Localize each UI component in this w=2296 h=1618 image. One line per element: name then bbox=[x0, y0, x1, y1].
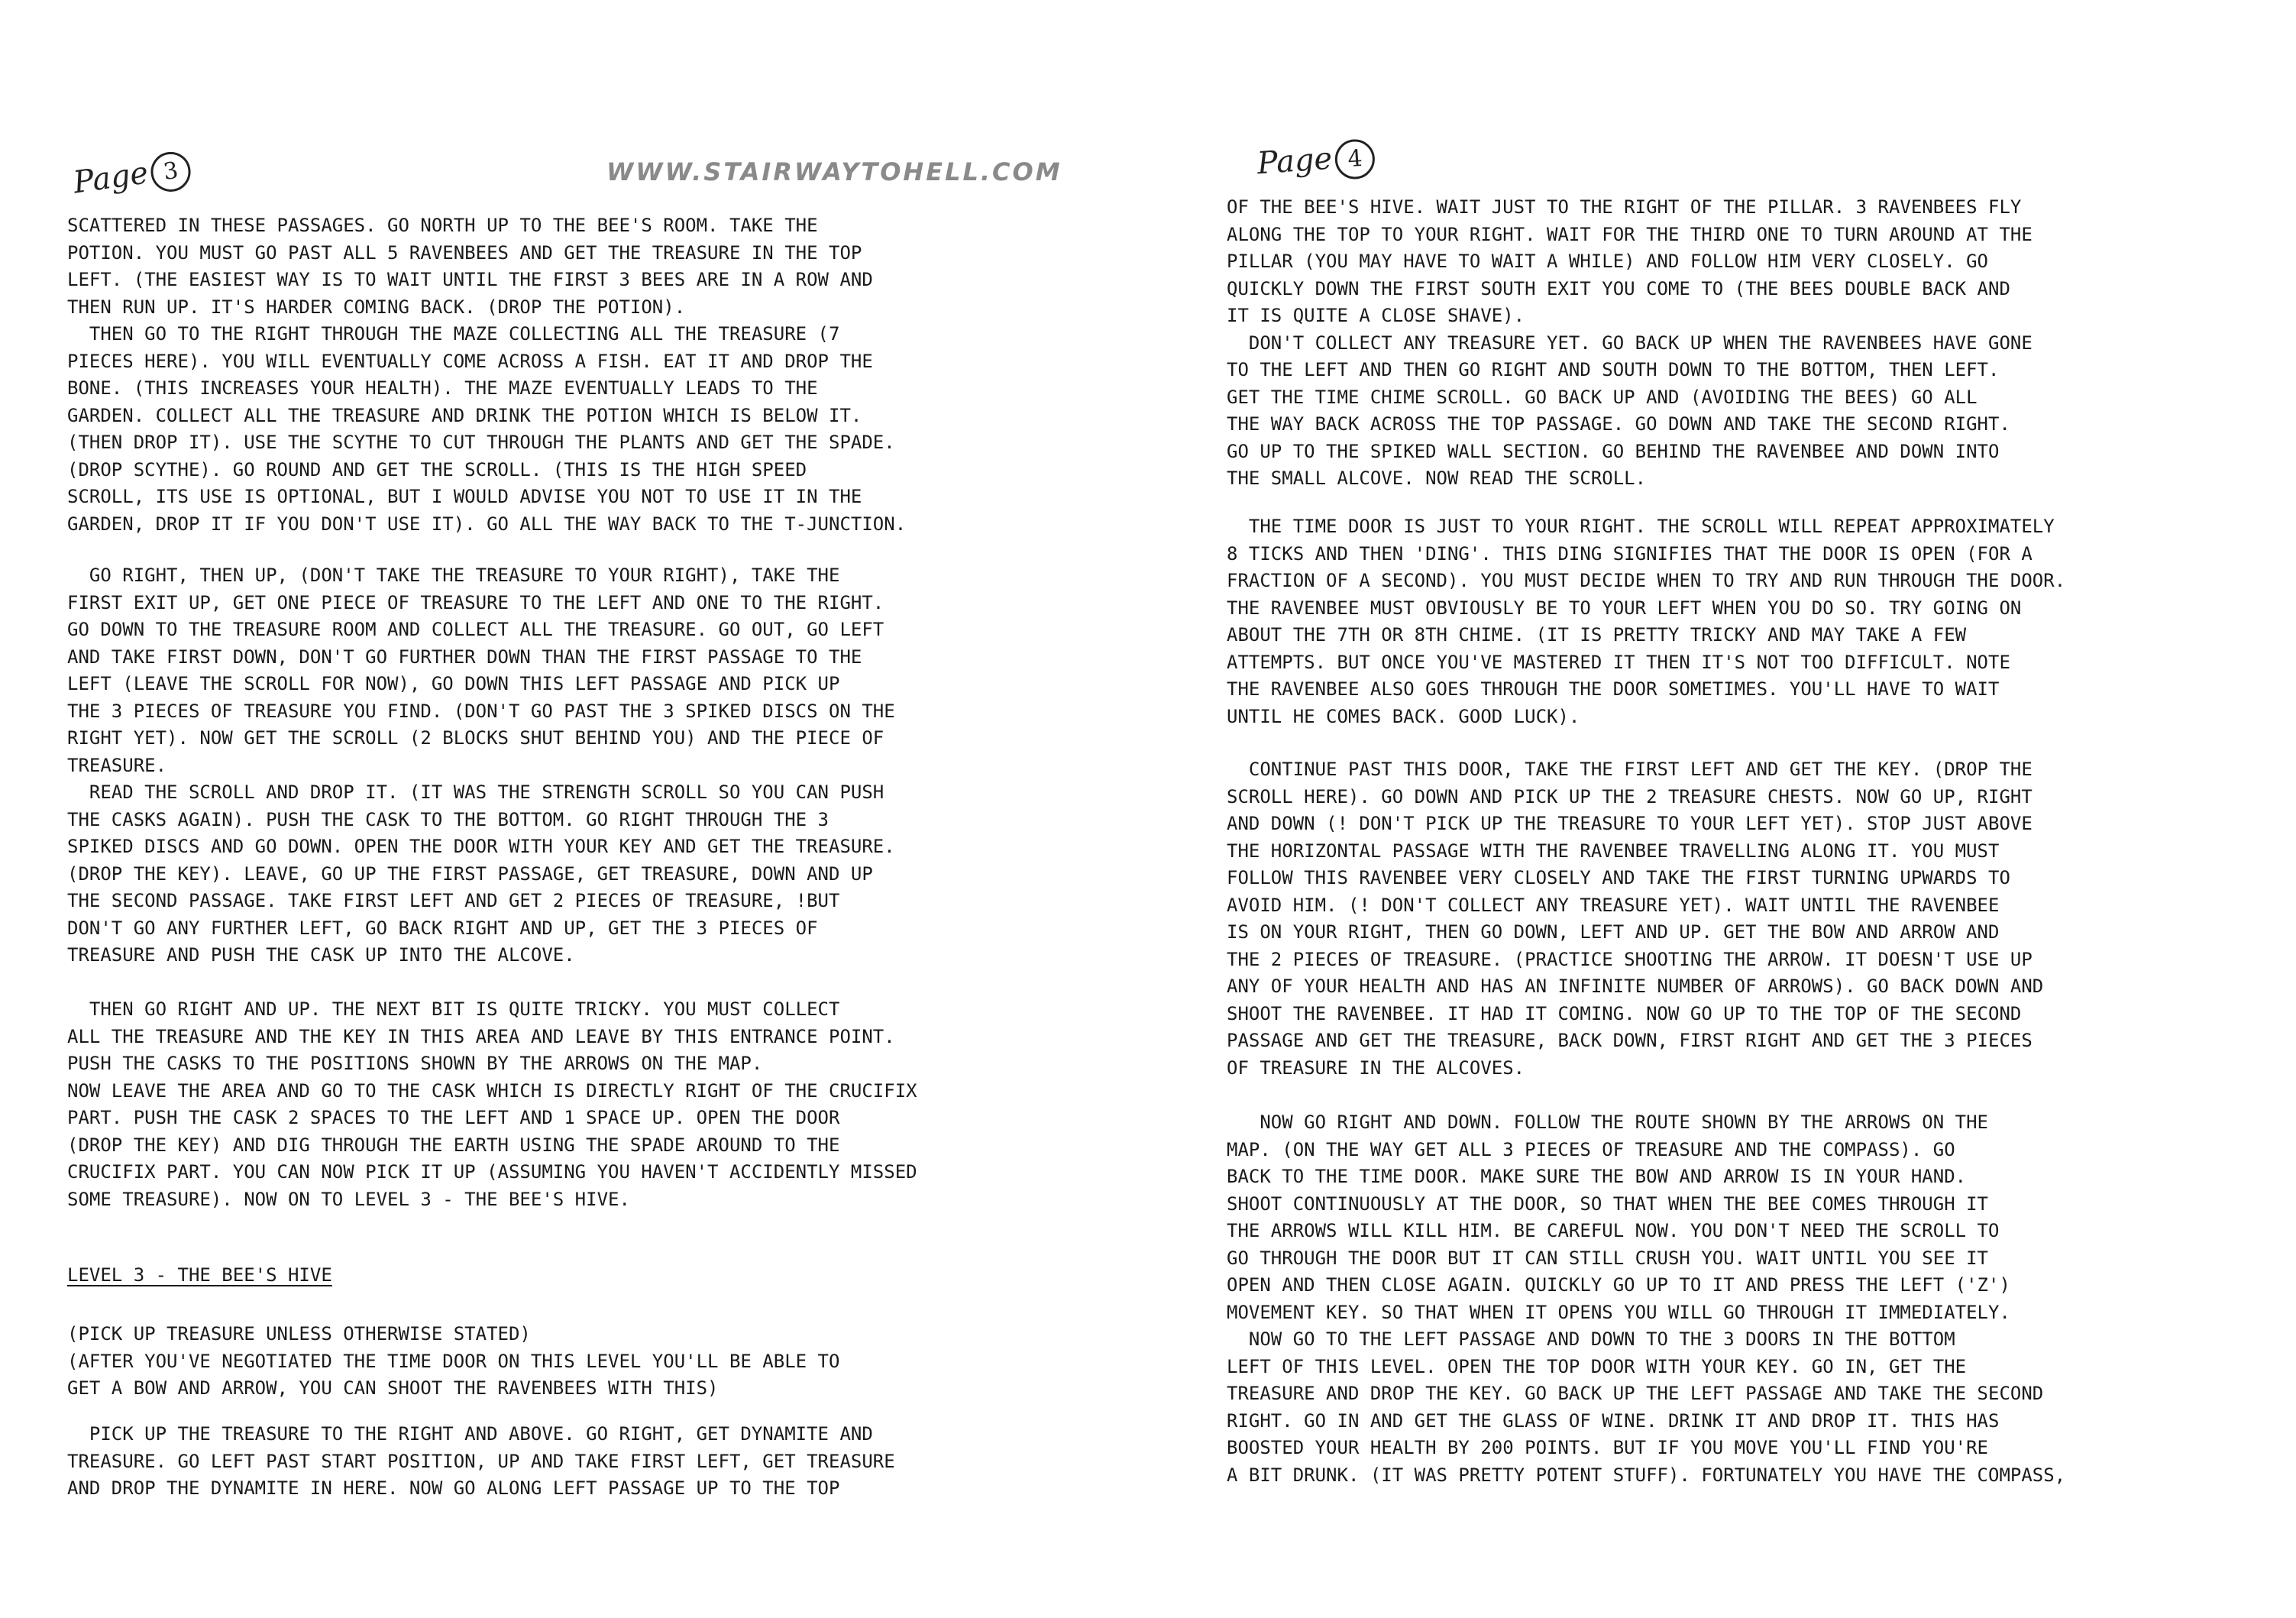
level-heading bbox=[67, 1262, 332, 1290]
text-line: SHOOT CONTINUOUSLY AT THE DOOR, SO THAT WHEN THE BEE COMES THROUGH IT bbox=[1227, 1192, 1988, 1215]
text-line: POTION. YOU MUST GO PAST ALL 5 RAVENBEES AND GET THE TREASURE IN THE TOP bbox=[67, 241, 862, 264]
paragraph-block bbox=[67, 996, 917, 1213]
text-line: (AFTER YOU'VE NEGOTIATED THE TIME DOOR ON THIS LEVEL YOU'LL BE ABLE TO bbox=[67, 1350, 840, 1372]
text-line: MOVEMENT KEY. SO THAT WHEN IT OPENS YOU WILL GO THROUGH IT IMMEDIATELY. bbox=[1227, 1301, 2010, 1323]
text-line: THE RAVENBEE ALSO GOES THROUGH THE DOOR SOMETIMES. YOU'LL HAVE TO WAIT bbox=[1227, 678, 2000, 700]
text-line: GET A BOW AND ARROW, YOU CAN SHOOT THE RAVENBEES WITH THIS) bbox=[67, 1377, 719, 1399]
text-line: PART. PUSH THE CASK 2 SPACES TO THE LEFT AND 1 SPACE UP. OPEN THE DOOR bbox=[67, 1107, 840, 1128]
text-line: PUSH THE CASKS TO THE POSITIONS SHOWN BY THE ARROWS ON THE MAP. bbox=[67, 1053, 763, 1074]
text-line: PASSAGE AND GET THE TREASURE, BACK DOWN, FIRST RIGHT AND GET THE 3 PIECES bbox=[1227, 1030, 2032, 1051]
text-line: THEN RUN UP. IT'S HARDER COMING BACK. (DROP THE POTION). bbox=[67, 296, 686, 318]
text-line: THE SECOND PASSAGE. TAKE FIRST LEFT AND GET 2 PIECES OF TREASURE, !BUT bbox=[67, 890, 840, 911]
text-line: NOW LEAVE THE AREA AND GO TO THE CASK WHICH IS DIRECTLY RIGHT OF THE CRUCIFIX bbox=[67, 1079, 917, 1102]
text-line: NOW GO TO THE LEFT PASSAGE AND DOWN TO THE 3 DOORS IN THE BOTTOM bbox=[1227, 1328, 1955, 1350]
handwritten-page-number bbox=[1256, 138, 1376, 186]
text-line: LEFT (LEAVE THE SCROLL FOR NOW), GO DOWN THIS LEFT PASSAGE AND PICK UP bbox=[67, 673, 840, 694]
text-line: BOOSTED YOUR HEALTH BY 200 POINTS. BUT IF YOU MOVE YOU'LL FIND YOU'RE bbox=[1227, 1437, 1988, 1458]
text-line: GARDEN, DROP IT IF YOU DON'T USE IT). GO ALL THE WAY BACK TO THE T-JUNCTION. bbox=[67, 513, 907, 535]
text-line: (DROP SCYTHE). GO ROUND AND GET THE SCROLL. (THIS IS THE HIGH SPEED bbox=[67, 458, 807, 481]
text-line: DON'T GO ANY FURTHER LEFT, GO BACK RIGHT AND UP, GET THE 3 PIECES OF bbox=[67, 917, 818, 939]
text-line: GO DOWN TO THE TREASURE ROOM AND COLLECT ALL THE TREASURE. GO OUT, GO LEFT bbox=[67, 619, 884, 640]
text-line: SHOOT THE RAVENBEE. IT HAD IT COMING. NOW GO UP TO THE TOP OF THE SECOND bbox=[1227, 1002, 2022, 1024]
text-line: UNTIL HE COMES BACK. GOOD LUCK). bbox=[1227, 705, 1580, 727]
page-number-circle: 4 bbox=[1334, 138, 1376, 181]
text-line: TO THE LEFT AND THEN GO RIGHT AND SOUTH DOWN TO THE BOTTOM, THEN LEFT. bbox=[1227, 359, 2000, 380]
text-line: TREASURE. GO LEFT PAST START POSITION, UP AND TAKE FIRST LEFT, GET TREASURE bbox=[67, 1450, 895, 1472]
handwritten-page-number bbox=[71, 150, 193, 205]
text-line: THE CASKS AGAIN). PUSH THE CASK TO THE BOTTOM. GO RIGHT THROUGH THE 3 bbox=[67, 808, 829, 830]
paragraph-block bbox=[67, 212, 906, 538]
page-number-circle: 3 bbox=[148, 150, 193, 195]
paragraph-block bbox=[67, 1321, 839, 1403]
text-line: SCROLL, ITS USE IS OPTIONAL, BUT I WOULD ADVISE YOU NOT TO USE IT IN THE bbox=[67, 486, 862, 507]
page-number-label: Page bbox=[71, 155, 150, 201]
text-line: SCROLL HERE). GO DOWN AND PICK UP THE 2 TREASURE CHESTS. NOW GO UP, RIGHT bbox=[1227, 785, 2032, 807]
text-line: PICK UP THE TREASURE TO THE RIGHT AND ABOVE. GO RIGHT, GET DYNAMITE AND bbox=[67, 1423, 873, 1445]
paragraph-block bbox=[67, 562, 895, 969]
text-line: ATTEMPTS. BUT ONCE YOU'VE MASTERED IT THEN IT'S NOT TOO DIFFICULT. NOTE bbox=[1227, 651, 2010, 673]
text-line: PIECES HERE). YOU WILL EVENTUALLY COME ACROSS A FISH. EAT IT AND DROP THE bbox=[67, 350, 873, 372]
text-line: ABOUT THE 7TH OR 8TH CHIME. (IT IS PRETTY TRICKY AND MAY TAKE A FEW bbox=[1227, 624, 1967, 646]
text-line: MAP. (ON THE WAY GET ALL 3 PIECES OF TREASURE AND THE COMPASS). GO bbox=[1227, 1138, 1955, 1160]
text-line: ALONG THE TOP TO YOUR RIGHT. WAIT FOR THE THIRD ONE TO TURN AROUND AT THE bbox=[1227, 223, 2032, 245]
text-line: GO THROUGH THE DOOR BUT IT CAN STILL CRUSH YOU. WAIT UNTIL YOU SEE IT bbox=[1227, 1247, 1988, 1269]
text-line: CONTINUE PAST THIS DOOR, TAKE THE FIRST LEFT AND GET THE KEY. (DROP THE bbox=[1227, 759, 2032, 780]
text-line: DON'T COLLECT ANY TREASURE YET. GO BACK UP WHEN THE RAVENBEES HAVE GONE bbox=[1227, 332, 2032, 354]
text-line: TREASURE AND PUSH THE CASK UP INTO THE ALCOVE. bbox=[67, 944, 575, 966]
text-line: TREASURE. bbox=[67, 754, 167, 776]
text-line: THE ARROWS WILL KILL HIM. BE CAREFUL NOW. YOU DON'T NEED THE SCROLL TO bbox=[1227, 1220, 2000, 1241]
website-watermark: WWW.STAIRWAYTOHELL.COM bbox=[606, 157, 1062, 186]
text-line: FRACTION OF A SECOND). YOU MUST DECIDE WHEN TO TRY AND RUN THROUGH THE DOOR. bbox=[1227, 570, 2066, 591]
paragraph-block bbox=[1227, 756, 2043, 1082]
text-line: SCATTERED IN THESE PASSAGES. GO NORTH UP TO THE BEE'S ROOM. TAKE THE bbox=[67, 215, 818, 236]
text-line: THE WAY BACK ACROSS THE TOP PASSAGE. GO DOWN AND TAKE THE SECOND RIGHT. bbox=[1227, 413, 2010, 435]
text-line: THEN GO RIGHT AND UP. THE NEXT BIT IS QUITE TRICKY. YOU MUST COLLECT bbox=[67, 998, 840, 1020]
text-line: PILLAR (YOU MAY HAVE TO WAIT A WHILE) AND FOLLOW HIM VERY CLOSELY. GO bbox=[1227, 251, 1988, 272]
page-number-label: Page bbox=[1256, 141, 1334, 182]
text-line: A BIT DRUNK. (IT WAS PRETTY POTENT STUFF). FORTUNATELY YOU HAVE THE COMPASS, bbox=[1227, 1464, 2066, 1486]
text-line: (DROP THE KEY) AND DIG THROUGH THE EARTH USING THE SPADE AROUND TO THE bbox=[67, 1134, 840, 1156]
text-line: FIRST EXIT UP, GET ONE PIECE OF TREASURE TO THE LEFT AND ONE TO THE RIGHT. bbox=[67, 591, 884, 613]
text-line: THE 3 PIECES OF TREASURE YOU FIND. (DON'T GO PAST THE 3 SPIKED DISCS ON THE bbox=[67, 700, 895, 722]
text-line: 8 TICKS AND THEN 'DING'. THIS DING SIGNIFIES THAT THE DOOR IS OPEN (FOR A bbox=[1227, 542, 2032, 565]
text-line: GET THE TIME CHIME SCROLL. GO BACK UP AND (AVOIDING THE BEES) GO ALL bbox=[1227, 386, 1977, 408]
text-line: THE TIME DOOR IS JUST TO YOUR RIGHT. THE SCROLL WILL REPEAT APPROXIMATELY bbox=[1227, 516, 2055, 537]
text-line: LEFT. (THE EASIEST WAY IS TO WAIT UNTIL THE FIRST 3 BEES ARE IN A ROW AND bbox=[67, 269, 873, 290]
text-line: IT IS QUITE A CLOSE SHAVE). bbox=[1227, 305, 1525, 326]
text-line: THE 2 PIECES OF TREASURE. (PRACTICE SHOOTING THE ARROW. IT DOESN'T USE UP bbox=[1227, 948, 2032, 970]
text-line: (THEN DROP IT). USE THE SCYTHE TO CUT THROUGH THE PLANTS AND GET THE SPADE. bbox=[67, 432, 895, 453]
text-line: AND TAKE FIRST DOWN, DON'T GO FURTHER DOWN THAN THE FIRST PASSAGE TO THE bbox=[67, 646, 862, 668]
text-line: SPIKED DISCS AND GO DOWN. OPEN THE DOOR WITH YOUR KEY AND GET THE TREASURE. bbox=[67, 836, 895, 857]
page-3 bbox=[67, 0, 1137, 1618]
text-line: GO RIGHT, THEN UP, (DON'T TAKE THE TREASURE TO YOUR RIGHT), TAKE THE bbox=[67, 565, 840, 586]
text-line: CRUCIFIX PART. YOU CAN NOW PICK IT UP (ASSUMING YOU HAVEN'T ACCIDENTLY MISSED bbox=[67, 1161, 917, 1183]
text-line: GO UP TO THE SPIKED WALL SECTION. GO BEHIND THE RAVENBEE AND DOWN INTO bbox=[1227, 440, 2000, 462]
paragraph-block bbox=[1227, 1109, 2065, 1489]
text-line: AND DOWN (! DON'T PICK UP THE TREASURE TO YOUR LEFT YET). STOP JUST ABOVE bbox=[1227, 813, 2032, 834]
text-line: BACK TO THE TIME DOOR. MAKE SURE THE BOW AND ARROW IS IN YOUR HAND. bbox=[1227, 1166, 1967, 1187]
text-line: QUICKLY DOWN THE FIRST SOUTH EXIT YOU COME TO (THE BEES DOUBLE BACK AND bbox=[1227, 277, 2010, 299]
text-line: AVOID HIM. (! DON'T COLLECT ANY TREASURE YET). WAIT UNTIL THE RAVENBEE bbox=[1227, 894, 2000, 916]
text-line: RIGHT. GO IN AND GET THE GLASS OF WINE. DRINK IT AND DROP IT. THIS HAS bbox=[1227, 1409, 2000, 1432]
paragraph-block bbox=[67, 1421, 895, 1503]
page-4 bbox=[1227, 0, 2281, 1618]
text-line: FOLLOW THIS RAVENBEE VERY CLOSELY AND TAKE THE FIRST TURNING UPWARDS TO bbox=[1227, 867, 2010, 888]
text-line: TREASURE AND DROP THE KEY. GO BACK UP THE LEFT PASSAGE AND TAKE THE SECOND bbox=[1227, 1383, 2044, 1404]
text-line: ALL THE TREASURE AND THE KEY IN THIS AREA AND LEAVE BY THIS ENTRANCE POINT. bbox=[67, 1025, 895, 1047]
text-line: (DROP THE KEY). LEAVE, GO UP THE FIRST PASSAGE, GET TREASURE, DOWN AND UP bbox=[67, 862, 873, 885]
text-line: THE SMALL ALCOVE. NOW READ THE SCROLL. bbox=[1227, 468, 1647, 489]
text-line: THE RAVENBEE MUST OBVIOUSLY BE TO YOUR LEFT WHEN YOU DO SO. TRY GOING ON bbox=[1227, 597, 2022, 619]
text-line: GARDEN. COLLECT ALL THE TREASURE AND DRINK THE POTION WHICH IS BELOW IT. bbox=[67, 404, 862, 426]
text-line: READ THE SCROLL AND DROP IT. (IT WAS THE STRENGTH SCROLL SO YOU CAN PUSH bbox=[67, 781, 884, 803]
text-line: OF TREASURE IN THE ALCOVES. bbox=[1227, 1057, 1525, 1079]
text-line: OPEN AND THEN CLOSE AGAIN. QUICKLY GO UP TO IT AND PRESS THE LEFT ('Z') bbox=[1227, 1274, 2010, 1296]
text-line: THEN GO TO THE RIGHT THROUGH THE MAZE COLLECTING ALL THE TREASURE (7 bbox=[67, 323, 840, 345]
text-line: RIGHT YET). NOW GET THE SCROLL (2 BLOCKS SHUT BEHIND YOU) AND THE PIECE OF bbox=[67, 727, 884, 749]
text-line: LEFT OF THIS LEVEL. OPEN THE TOP DOOR WITH YOUR KEY. GO IN, GET THE bbox=[1227, 1355, 1967, 1377]
paragraph-block bbox=[1227, 194, 2032, 493]
text-line: THE HORIZONTAL PASSAGE WITH THE RAVENBEE TRAVELLING ALONG IT. YOU MUST bbox=[1227, 840, 2000, 862]
text-line: (PICK UP TREASURE UNLESS OTHERWISE STATED) bbox=[67, 1323, 531, 1345]
text-line: IS ON YOUR RIGHT, THEN GO DOWN, LEFT AND UP. GET THE BOW AND ARROW AND bbox=[1227, 921, 2000, 943]
text-line: NOW GO RIGHT AND DOWN. FOLLOW THE ROUTE SHOWN BY THE ARROWS ON THE bbox=[1227, 1112, 1988, 1133]
text-line: BONE. (THIS INCREASES YOUR HEALTH). THE MAZE EVENTUALLY LEADS TO THE bbox=[67, 377, 818, 399]
text-line: ANY OF YOUR HEALTH AND HAS AN INFINITE NUMBER OF ARROWS). GO BACK DOWN AND bbox=[1227, 976, 2044, 997]
paragraph-block bbox=[1227, 513, 2065, 730]
text-line: AND DROP THE DYNAMITE IN HERE. NOW GO ALONG LEFT PASSAGE UP TO THE TOP bbox=[67, 1477, 840, 1499]
text-line: OF THE BEE'S HIVE. WAIT JUST TO THE RIGHT OF THE PILLAR. 3 RAVENBEES FLY bbox=[1227, 196, 2022, 218]
text-line: LEVEL 3 - THE BEE'S HIVE bbox=[67, 1264, 332, 1286]
text-line: SOME TREASURE). NOW ON TO LEVEL 3 - THE BEE'S HIVE. bbox=[67, 1188, 630, 1210]
